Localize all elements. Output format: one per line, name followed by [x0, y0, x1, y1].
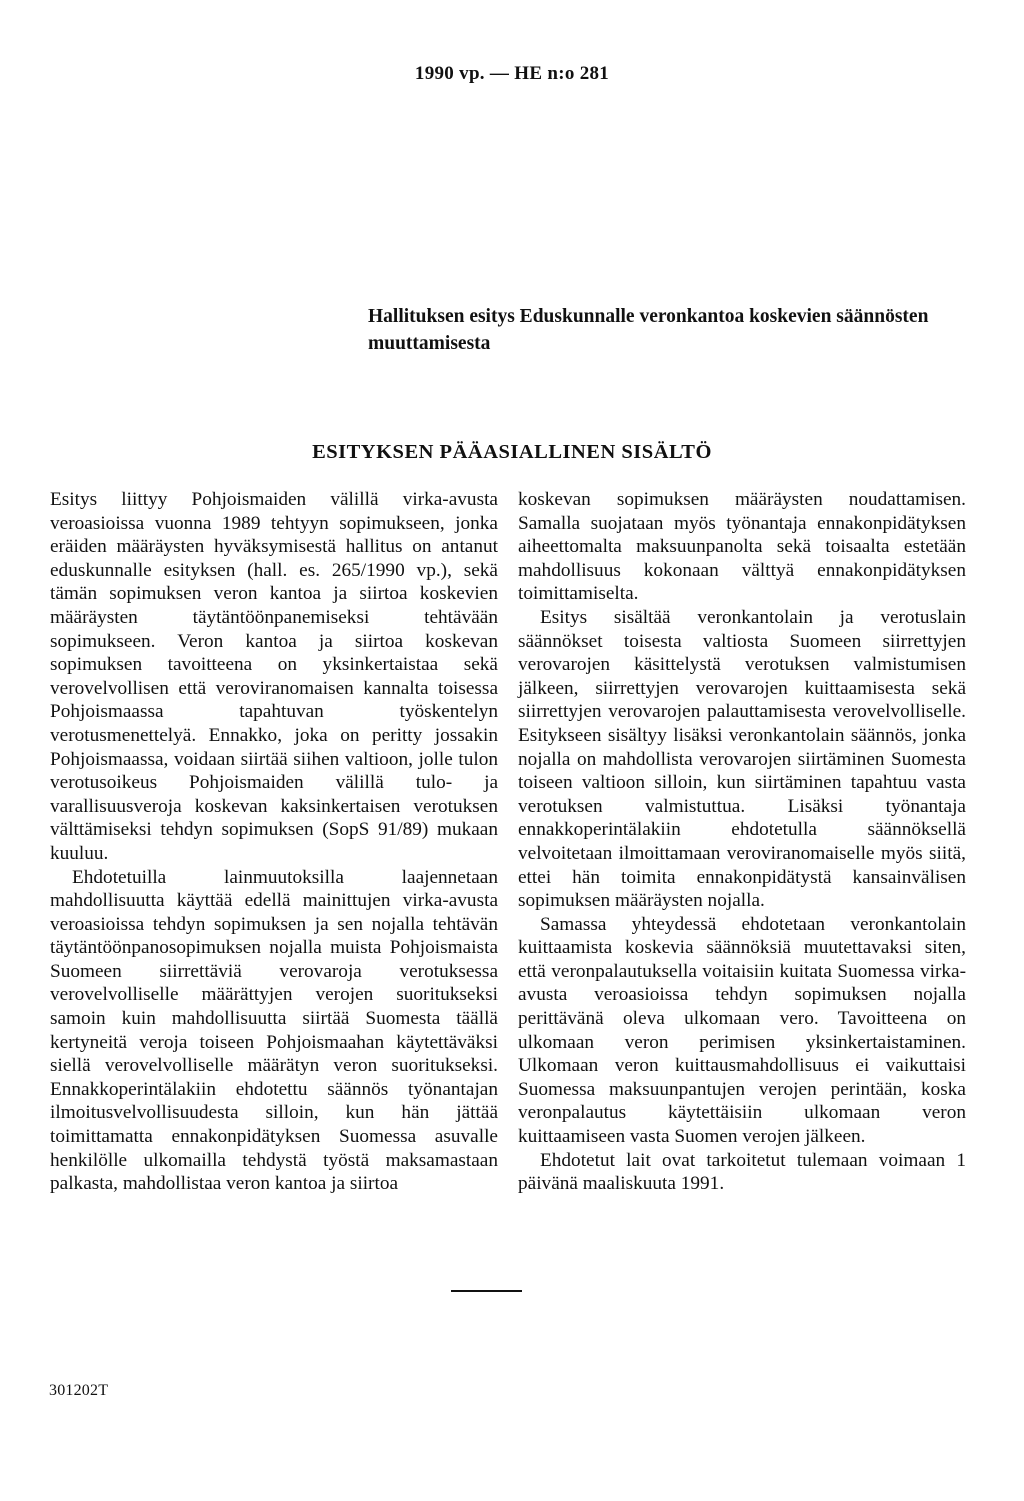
document-title: Hallituksen esitys Eduskunnalle veronkantoa koskevien säännösten muuttamisesta: [368, 306, 929, 354]
left-paragraph-2: Ehdotetuilla lainmuutoksilla laajennetaan mahdollisuutta käyttää edellä mainittujen virka-avusta veroasioissa tehdyn sopimuksen ja sen nojalla tehtävän täytäntöönpanosopimuksen nojalla muista Pohjoismaista Suomeen siirrettäviä verovaroja verotuksessa verovelvolliselle määrättyjen verojen suoritukseksi samoin kuin mahdollisuutta siirtää Suomesta täällä kertyneitä veroja toiseen Pohjoismaahan käytettäväksi siellä verovelvolliselle määrätyn veron suoritukseksi. Ennakkoperintälakiin ehdotettu säännös työnantajan ilmoitusvelvollisuudesta silloin, kun hän jättää toimittamatta ennakonpidätyksen Suomessa asuvalle henkilölle ulkomailla tehdystä työstä maksamastaan palkasta, mahdollistaa veron kantoa ja siirtoa: [50, 866, 498, 1195]
right-paragraph-4: Ehdotetut lait ovat tarkoitetut tulemaan voimaan 1 päivänä maaliskuuta 1991.: [518, 1149, 966, 1195]
left-column: [50, 488, 498, 1196]
section-heading: ESITYKSEN PÄÄASIALLINEN SISÄLTÖ: [312, 441, 712, 463]
document-code: 301202T: [49, 1382, 109, 1399]
left-paragraph-1: Esitys liittyy Pohjoismaiden välillä virka-avusta veroasioissa vuonna 1989 tehtyyn sopimukseen, jonka eräiden määräysten hyväksymisestä hallitus on antanut eduskunnalle esityksen (hall. es. 265/1990 vp.), sekä tämän sopimuksen veron kantoa ja siirtoa koskevien määräysten täytäntöönpanemiseksi tehtävään sopimukseen. Veron kantoa ja siirtoa koskevan sopimuksen tavoitteena on yksinkertaistaa sekä verovelvollisen että veroviranomaisen kannalta toisessa Pohjoismaassa tapahtuvan työskentelyn verotusmenettelyä. Ennakko, joka on peritty jossakin Pohjoismaassa, voidaan siirtää siihen valtioon, jolle tulon verotusoikeus Pohjoismaiden välillä tulo- ja varallisuusveroja koskevan kaksinkertaisen verotuksen välttämiseksi tehdyn sopimuksen (SopS 91/89) mukaan kuuluu.: [50, 489, 498, 864]
right-column: [518, 488, 966, 1196]
right-paragraph-2: Esitys sisältää veronkantolain ja verotuslain säännökset toisesta valtiosta Suomeen siirrettyjen verovarojen käsittelystä verotuksen valmistumisen jälkeen, siirrettyjen verovarojen kuittaamisesta sekä siirrettyjen verovarojen palauttamisesta verovelvolliselle. Esitykseen sisältyy lisäksi veronkantolain säännös, jonka nojalla on mahdollista verovarojen siirtäminen Suomesta toiseen valtioon silloin, kun siirtäminen tapahtuu vasta verotuksen valmistuttua. Lisäksi työnantaja ennakkoperintälakiin ehdotetulla säännöksellä velvoitetaan ilmoittamaan veroviranomaiselle myös siitä, ettei hän toimita ennakonpidätystä kansainvälisen sopimuksen määräysten nojalla.: [518, 606, 966, 912]
right-paragraph-3: Samassa yhteydessä ehdotetaan veronkantolain kuittaamista koskevia säännöksiä muutettavaksi siten, että veronpalautuksella voitaisiin kuitata Suomessa virka-avusta veroasioissa tehdyn sopimuksen nojalla perittävänä oleva ulkomaan vero. Tavoitteena on ulkomaan veron perimisen yksinkertaistaminen. Ulkomaan veron kuittausmahdollisuus ei vaikuttaisi Suomessa maksuunpantujen verojen perintään, koska veronpalautus käytettäisiin ulkomaan veron kuittaamiseen vasta Suomen verojen jälkeen.: [518, 913, 966, 1148]
running-header: 1990 vp. — HE n:o 281: [414, 63, 610, 84]
right-paragraph-1: koskevan sopimuksen määräysten noudattamisen. Samalla suojataan myös työnantaja ennakonpidätyksen aiheettomalta maksuunpanolta sekä toisaalta estetään mahdollisuus kokonaan välttyä ennakonpidätyksen toimittamiselta.: [518, 489, 966, 605]
end-divider: [451, 1290, 522, 1292]
